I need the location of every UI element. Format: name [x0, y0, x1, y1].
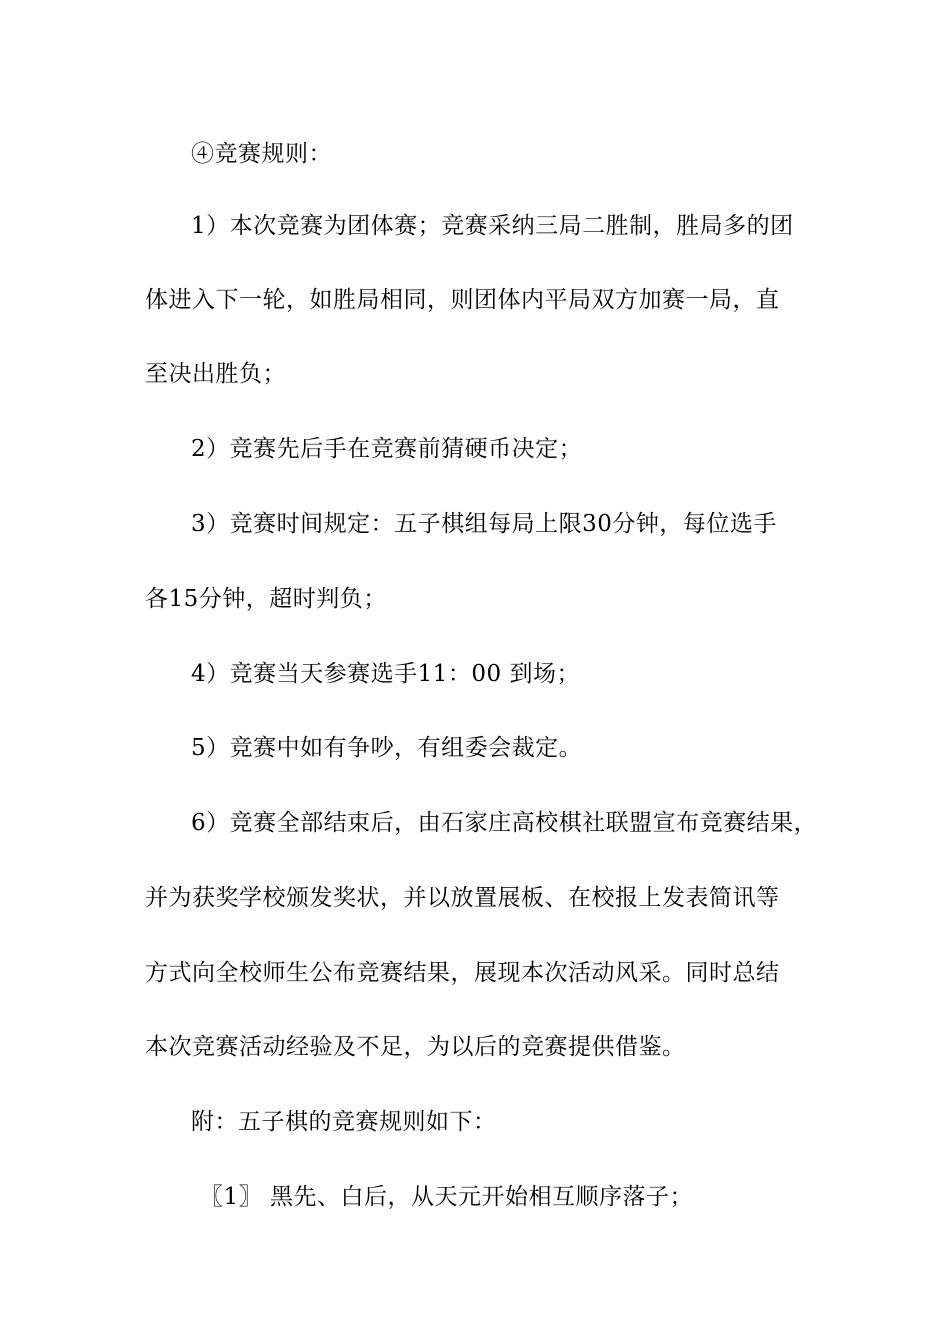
rule-3-line-1: 3）竞赛时间规定：五子棋组每局上限30分钟，每位选手: [191, 511, 777, 537]
appendix-heading: 附：五子棋的竞赛规则如下：: [191, 1109, 497, 1135]
rule-2: 2）竞赛先后手在竞赛前猜硬币决定；: [191, 436, 583, 462]
rule-6-line-2: 并为获奖学校颁发奖状，并以放置展板、在校报上发表简讯等: [145, 885, 780, 911]
rule-6-line-4: 本次竞赛活动经验及不足，为以后的竞赛提供借鉴。: [145, 1034, 686, 1060]
gomoku-rule-1: 〖1〗 黑先、白后，从天元开始相互顺序落子；: [200, 1184, 693, 1210]
rule-1-line-1: 1）本次竞赛为团体赛；竞赛采纳三局二胜制，胜局多的团: [191, 213, 794, 239]
section-heading: ④竞赛规则：: [191, 141, 332, 167]
rule-1-line-3: 至决出胜负；: [145, 361, 286, 387]
rule-1-line-2: 体进入下一轮，如胜局相同，则团体内平局双方加赛一局，直: [145, 287, 780, 313]
rule-6-line-3: 方式向全校师生公布竞赛结果，展现本次活动风采。同时总结: [145, 960, 780, 986]
rule-5: 5）竞赛中如有争吵，有组委会裁定。: [191, 735, 583, 761]
rule-4: 4）竞赛当天参赛选手11：00 到场；: [191, 661, 580, 687]
rule-3-line-2: 各15分钟，超时判负；: [145, 586, 387, 612]
rule-6-line-1: 6）竞赛全部结束后，由石家庄高校棋社联盟宣布竞赛结果，: [191, 810, 818, 836]
